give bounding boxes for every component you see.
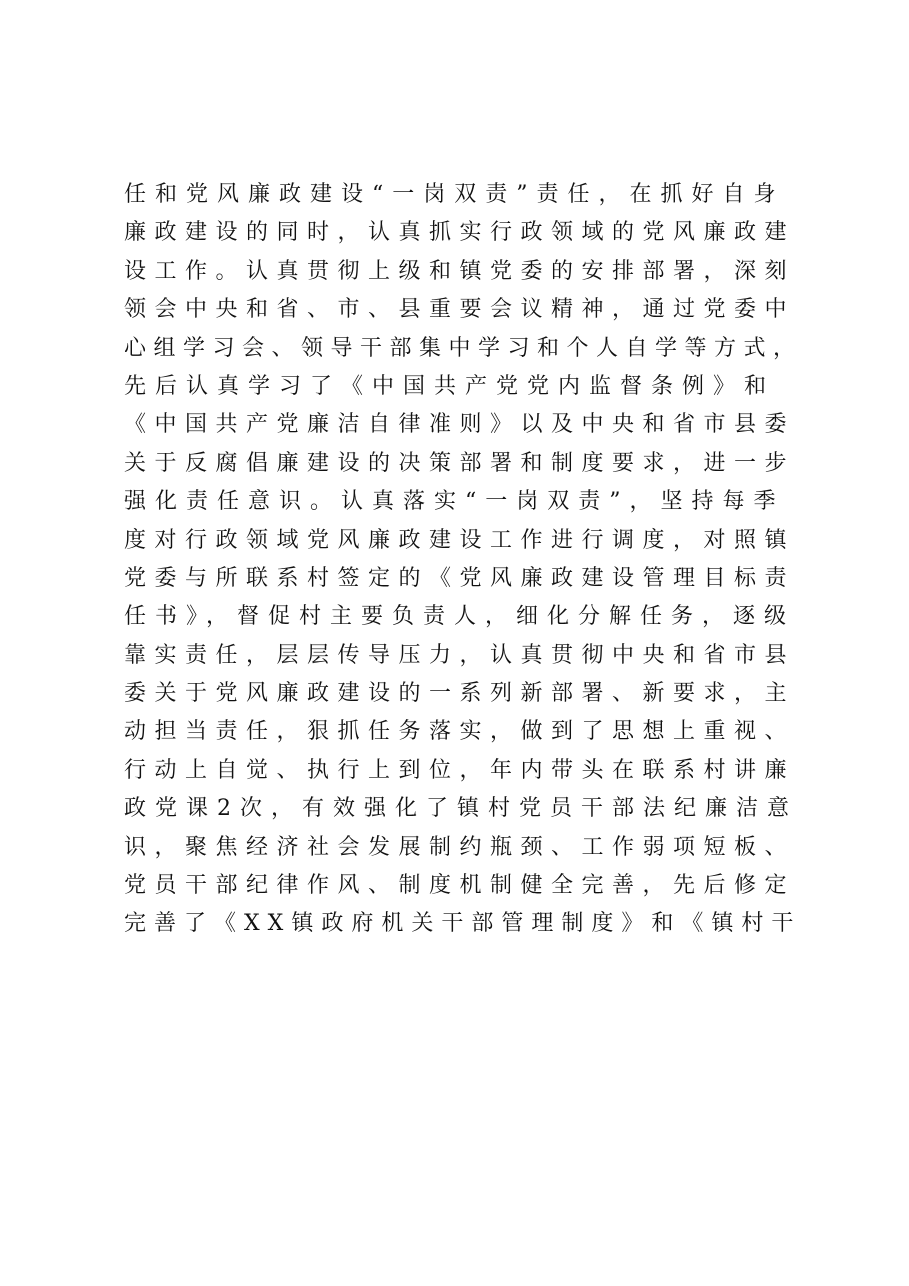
text-line: 动担当责任，狠抓任务落实，做到了思想上重视、 <box>124 719 796 745</box>
text-line: 领会中央和省、市、县重要会议精神，通过党委中 <box>124 297 796 323</box>
text-line: 完善了《XX镇政府机关干部管理制度》和《镇村干 <box>124 911 802 937</box>
text-line: 行动上自觉、执行上到位，年内带头在联系村讲廉 <box>124 757 796 783</box>
text-line: 设工作。认真贯彻上级和镇党委的安排部署，深刻 <box>124 258 796 284</box>
text-line: 靠实责任，层层传导压力，认真贯彻中央和省市县 <box>124 642 796 668</box>
text-line: 强化责任意识。认真落实“一岗双责”，坚持每季 <box>124 489 785 515</box>
text-line: 任和党风廉政建设“一岗双责”责任，在抓好自身 <box>124 182 785 207</box>
text-line: 心组学习会、领导干部集中学习和个人自学等方式， <box>124 335 803 361</box>
body-paragraph <box>124 176 804 944</box>
text-line: 《中国共产党廉洁自律准则》以及中央和省市县委 <box>124 412 796 438</box>
text-line: 廉政建设的同时，认真抓实行政领域的党风廉政建 <box>124 220 796 246</box>
text-line: 关于反腐倡廉建设的决策部署和制度要求，进一步 <box>124 450 796 476</box>
text-line: 度对行政领域党风廉政建设工作进行调度，对照镇 <box>124 527 796 553</box>
text-line: 任书》，督促村主要负责人，细化分解任务，逐级 <box>124 604 796 630</box>
text-line: 政党课2次，有效强化了镇村党员干部法纪廉洁意 <box>124 796 798 822</box>
text-line: 党员干部纪律作风、制度机制健全完善，先后修定 <box>124 873 796 899</box>
text-line: 先后认真学习了《中国共产党党内监督条例》和 <box>124 373 776 399</box>
text-line: 委关于党风廉政建设的一系列新部署、新要求，主 <box>124 681 796 707</box>
text-line: 识，聚焦经济社会发展制约瓶颈、工作弱项短板、 <box>124 834 796 860</box>
text-line: 党委与所联系村签定的《党风廉政建设管理目标责 <box>124 565 796 591</box>
